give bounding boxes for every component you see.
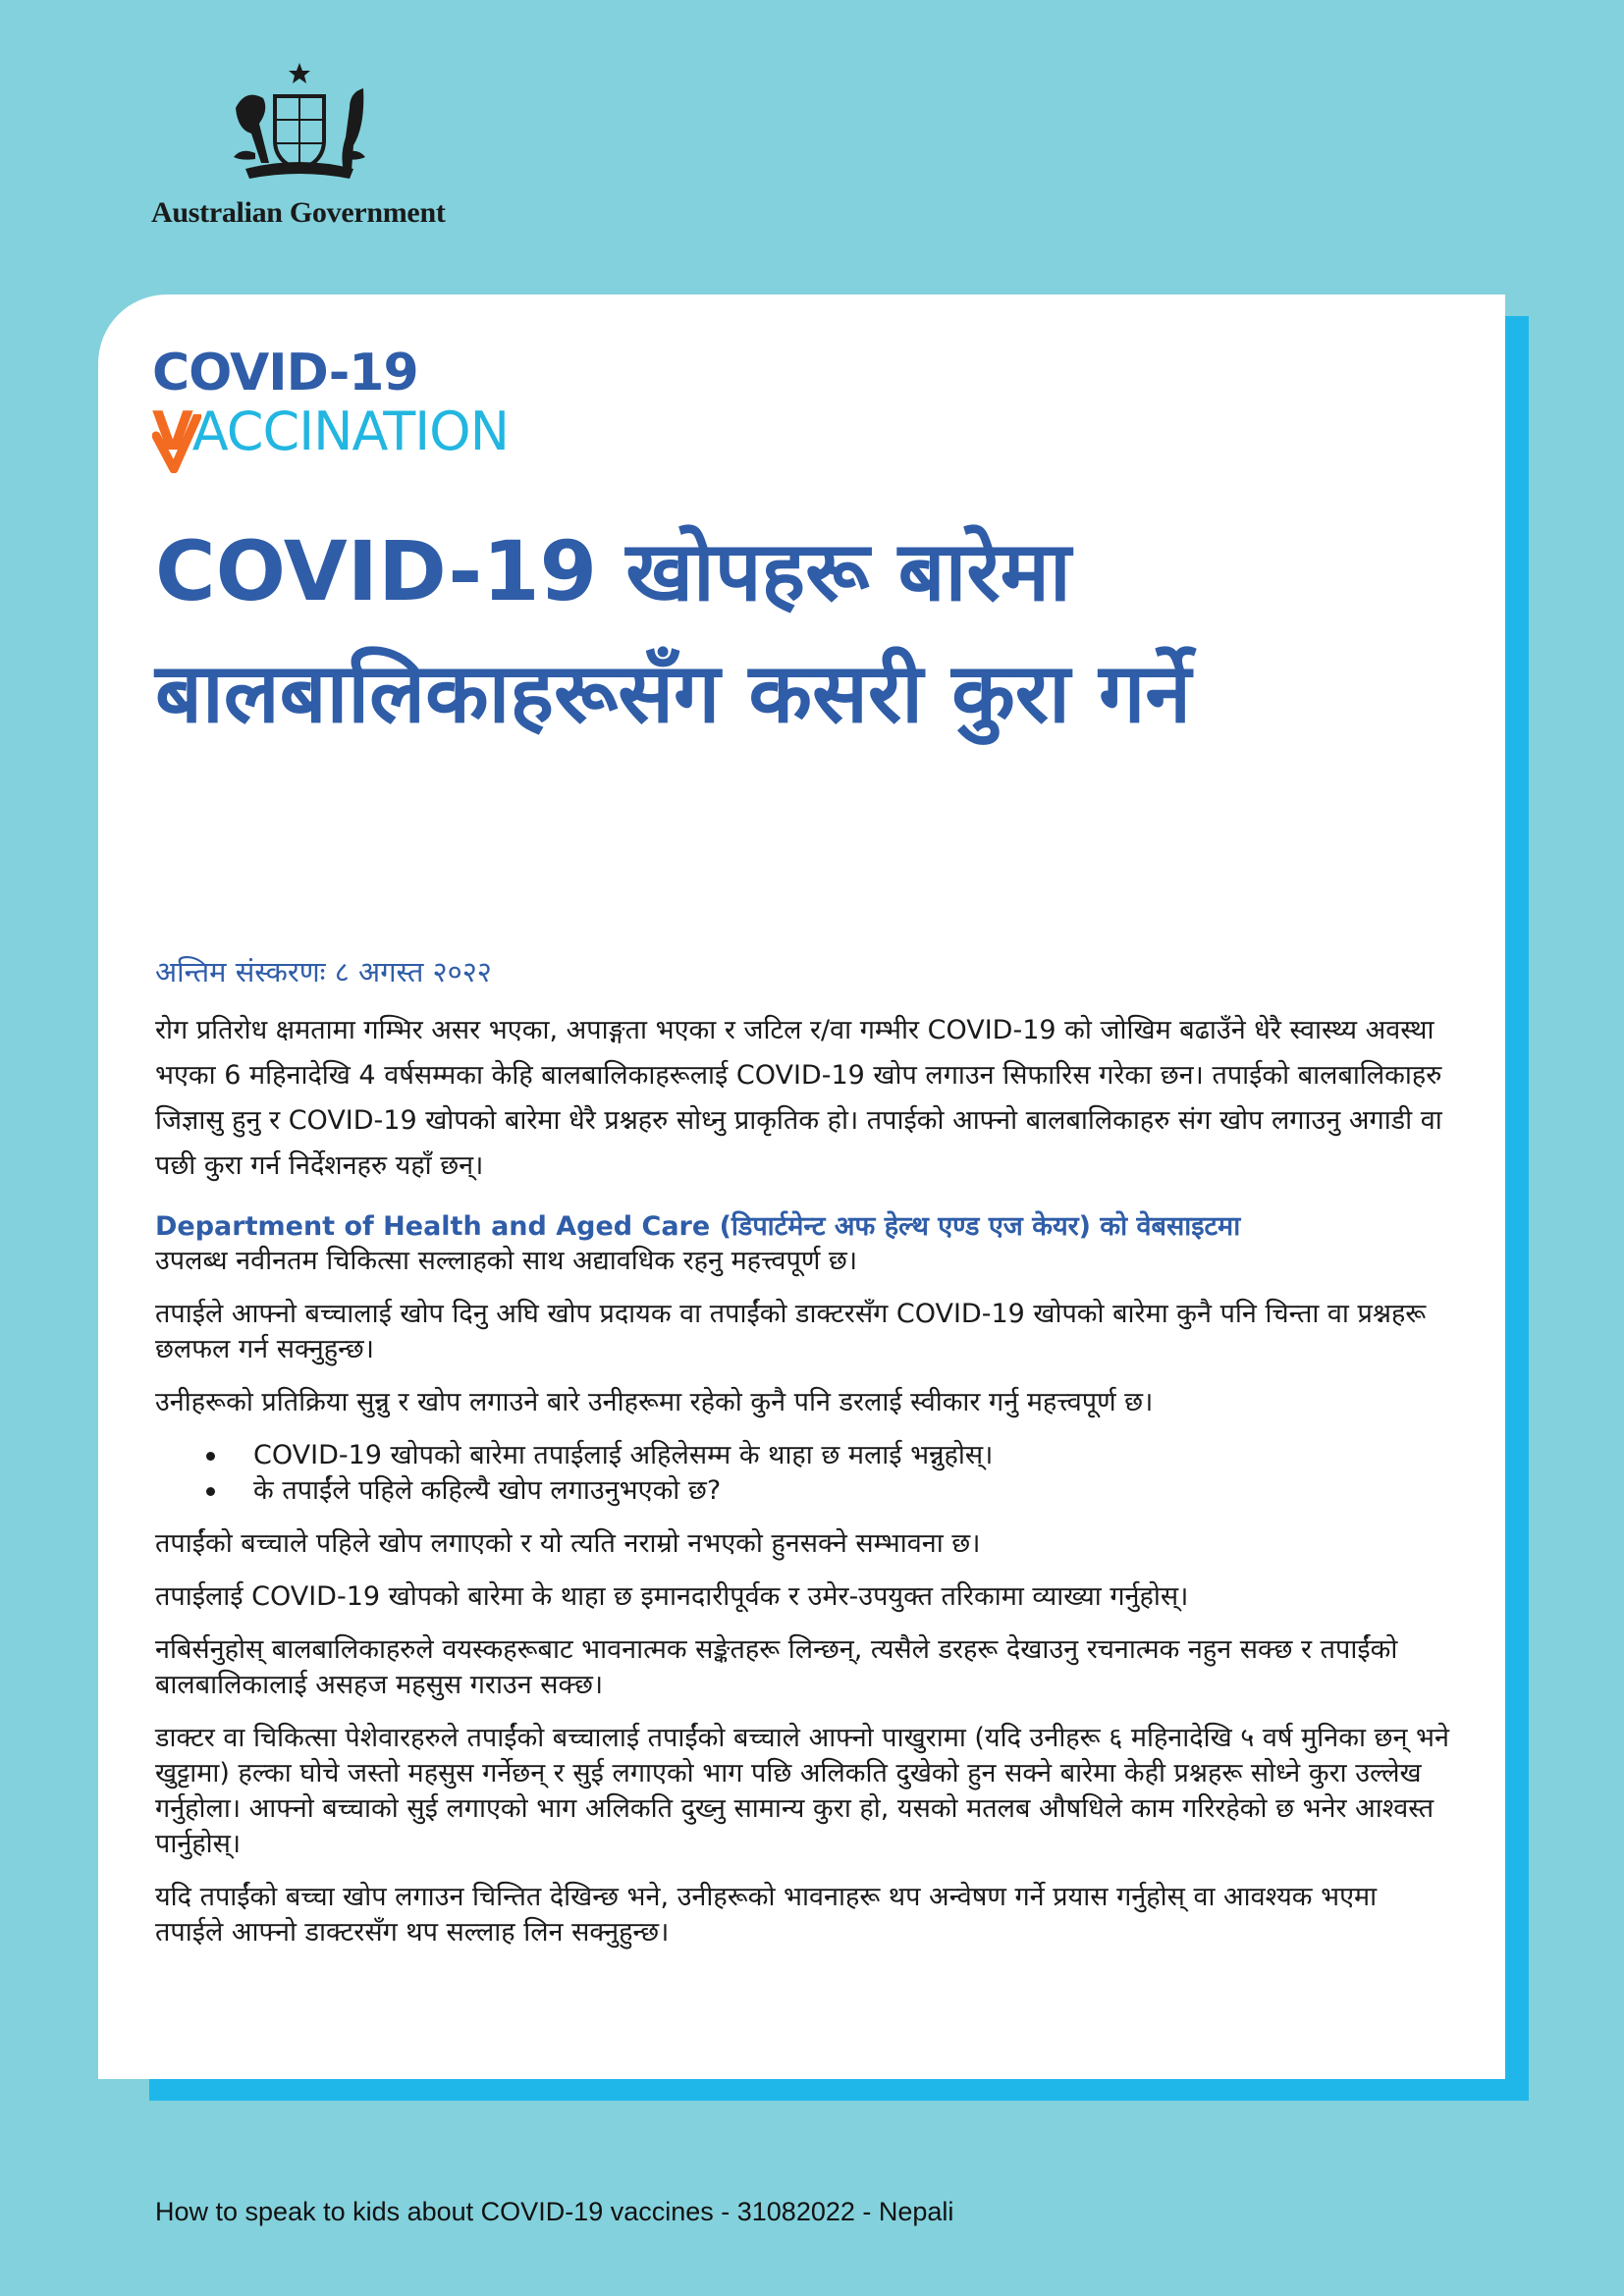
list-item-text: COVID-19 खोपको बारेमा तपाईलाई अहिलेसम्म के थाहा छ मलाई भन्नुहोस्। bbox=[253, 1440, 994, 1470]
doctor-paragraph: डाक्टर वा चिकित्सा पेशेवारहरुले तपाईंको बच्चालाई तपाईंको बच्चाले आफ्नो पाखुरामा (यदि उनीहरू ६ महिनादेखि ५ वर्ष मुनिका छन् भने खुट्टामा) हल्का घोचे जस्तो महसुस गर्नेछन् र सुई लगाएको भाग पछि अलिकति दुखेको हुन सक्ने बारेमा केही प्रश्नहरू सोध्ने कुरा उल्लेख गर्नुहोला। आफ्नो बच्चाको सुई लगाएको भाग अलिकति दुख्नु सामान्य कुरा हो, यसको मतलब औषधिले काम गरिरहेको छ भनेर आश्वस्त पार्नुहोस्। bbox=[155, 1723, 1449, 1859]
logo-v: V bbox=[152, 400, 192, 462]
last-updated: अन्तिम संस्करणः ८ अगस्त २०२२ bbox=[155, 955, 492, 988]
document-body bbox=[155, 952, 1451, 1968]
intro-paragraph: रोग प्रतिरोध क्षमतामा गम्भिर असर भएका, अपाङ्गता भएका र जटिल र/वा गम्भीर COVID-19 को जोखिम बढाउँने धेरै स्वास्थ्य अवस्था भएका 6 महिनादेखि 4 वर्षसम्मका केहि बालबालिकाहरूलाई COVID-19 खोप लगाउन सिफारिस गरेका छन। तपाईको बालबालिकाहरु जिज्ञासु हुनु र COVID-19 खोपको बारेमा धेरै प्रश्नहरु सोध्नु प्राकृतिक हो। तपाईको आफ्नो बालबालिकाहरु संग खोप लगाउनु अगाडी वा पछी कुरा गर्न निर्देशनहरु यहाँ छन्। bbox=[155, 1015, 1442, 1181]
government-header bbox=[147, 59, 461, 236]
department-paragraph: उपलब्ध नवीनतम चिकित्सा सल्लाहको साथ अद्यावधिक रहनु महत्त्वपूर्ण छ। bbox=[155, 1246, 858, 1276]
emotional-cues-paragraph: नबिर्सनुहोस् बालबालिकाहरुले वयस्कहरूबाट भावनात्मक सङ्केतहरू लिन्छन्, त्यसैले डरहरू देखाउनु रचनात्मक नहुन सक्छ र तपाईंको बालबालिकालाई असहज महसुस गराउन सक्छ। bbox=[155, 1634, 1398, 1700]
list-item-text: के तपाईंले पहिले कहिल्यै खोप लगाउनुभएको छ? bbox=[253, 1475, 722, 1506]
before-vaccine-paragraph: तपाईले आफ्नो बच्चालाई खोप दिनु अघि खोप प्रदायक वा तपाईंको डाक्टरसँग COVID-19 खोपको बारेमा कुनै पनि चिन्ता वा प्रश्नहरू छलफल गर्न सक्नुहुन्छ। bbox=[155, 1299, 1427, 1364]
list-item bbox=[155, 1473, 1451, 1509]
logo-accination: ACCINATION bbox=[191, 400, 510, 462]
page-title: COVID-19 खोपहरू बारेमा बालबालिकाहरूसँग कसरी कुरा गर्ने bbox=[155, 523, 1191, 741]
covid-vaccination-logo bbox=[152, 344, 604, 461]
footer-text: How to speak to kids about COVID-19 vaccines - 31082022 - Nepali bbox=[155, 2197, 954, 2226]
question-list bbox=[155, 1438, 1451, 1509]
content-card bbox=[98, 294, 1505, 2079]
bullet-icon bbox=[206, 1452, 215, 1461]
coat-of-arms-icon bbox=[216, 59, 383, 196]
checkmark-icon bbox=[152, 414, 201, 473]
logo-line1: COVID-19 bbox=[152, 344, 418, 402]
department-heading: Department of Health and Aged Care (डिपार्टमेन्ट अफ हेल्थ एण्ड एज केयर) को वेबसाइटमा bbox=[155, 1211, 1241, 1242]
list-item bbox=[155, 1438, 1451, 1473]
logo-line2 bbox=[152, 400, 509, 462]
worried-child-paragraph: यदि तपाईंको बच्चा खोप लगाउन चिन्तित देखिन्छ भने, उनीहरूको भावनाहरू थप अन्वेषण गर्ने प्रयास गर्नुहोस् वा आवश्यक भएमा तपाईले आफ्नो डाक्टरसँग थप सल्लाह लिन सक्नुहुन्छ। bbox=[155, 1882, 1378, 1948]
previous-vaccine-paragraph: तपाईंको बच्चाले पहिले खोप लगाएको र यो त्यति नराम्रो नभएको हुनसक्ने सम्भावना छ। bbox=[155, 1528, 981, 1559]
listen-paragraph: उनीहरूको प्रतिक्रिया सुन्नु र खोप लगाउने बारे उनीहरूमा रहेको कुनै पनि डरलाई स्वीकार गर्नु महत्त्वपूर्ण छ। bbox=[155, 1387, 1154, 1417]
bullet-icon bbox=[206, 1487, 215, 1496]
government-name: Australian Government bbox=[151, 196, 446, 229]
explain-honestly-paragraph: तपाईलाई COVID-19 खोपको बारेमा के थाहा छ इमानदारीपूर्वक र उमेर-उपयुक्त तरिकामा व्याख्या गर्नुहोस्। bbox=[155, 1581, 1189, 1612]
